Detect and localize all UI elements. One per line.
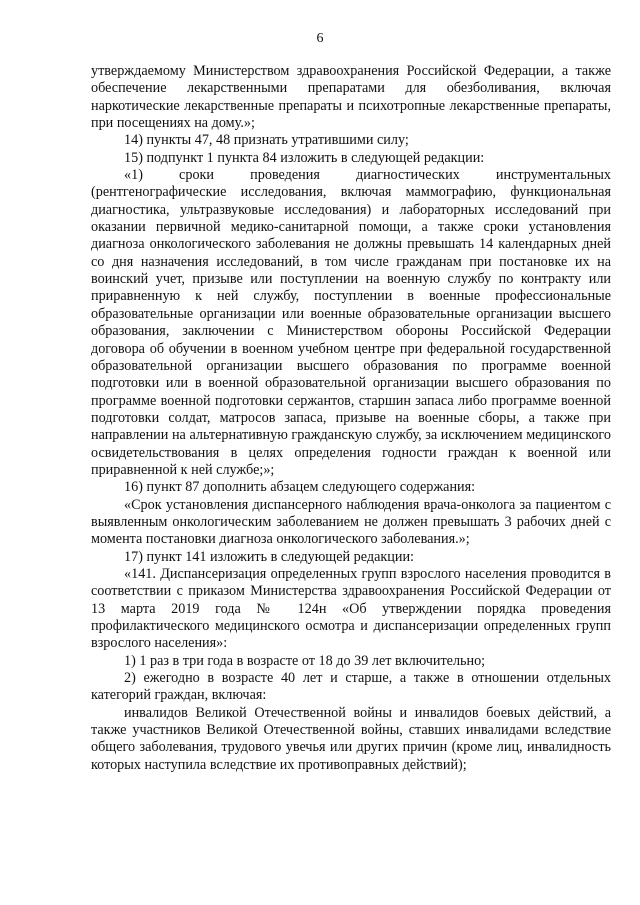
- paragraph-item-14: 14) пункты 47, 48 признать утратившими силу;: [124, 132, 409, 149]
- paragraph-veterans: инвалидов Великой Отечественной войны и инвалидов боевых действий, а также участников Великой Отечественной войны, ставших инвалидами вследствие общего заболевания, трудового увечья или других причин (кроме лиц, инвалидность которых наступила вследствие их противоправных действий);: [91, 704, 611, 773]
- paragraph-quote-point-141: «141. Диспансеризация определенных групп взрослого населения проводится в соответствии с приказом Министерства здравоохранения Российской Федерации от 13 марта 2019 года № 124н «Об утверждении порядка проведения профилактического медицинского осмотра и диспансеризации определенных групп взрослого населения»:: [91, 565, 611, 652]
- paragraph-item-17: 17) пункт 141 изложить в следующей редакции:: [124, 548, 414, 565]
- page-number: 6: [316, 31, 324, 46]
- document-body: [91, 63, 611, 774]
- paragraph-subitem-2: 2) ежегодно в возрасте 40 лет и старше, а также в отношении отдельных категорий граждан, включая:: [91, 670, 611, 704]
- paragraph-quote-subpoint-1: «1) сроки проведения диагностических инструментальных (рентгенографические исследования, включая маммографию, функциональная диагностика, ультразвуковые исследования) и лабораторных исследований при оказании первичной медико-санитарной помощи, а также сроки установления диагноза онкологического заболевания не должны превышать 14 календарных дней со дня назначения исследований, в том числе гражданам при постановке их на воинский учет, призыве или поступлении на военную службу по контракту или приравненную к ней службу, поступлении в военные профессиональные образовательные организации или военные образовательные организации высшего образования, заключении с Министерством обороны Российской Федерации договора об обучении в военном учебном центре при федеральной государственной образовательной организации высшего образования по программе военной подготовки или в военной образовательной организации высшего образования по программе военной подготовки сержантов, старшин запаса либо программе военной подготовки солдат, матросов запаса, призыве на военные сборы, а также при направлении на альтернативную гражданскую службу, за исключением медицинского освидетельствования в целях определения годности граждан к военной или приравненной к ней службе;»;: [91, 167, 611, 478]
- paragraph-quote-oncology-term: «Срок установления диспансерного наблюдения врача-онколога за пациентом с выявленным онкологическим заболеванием не должен превышать 3 рабочих дней с момента постановки диагноза онкологического заболевания.»;: [91, 496, 611, 548]
- paragraph-continuation: утверждаемому Министерством здравоохранения Российской Федерации, а также обеспечение лекарственными препаратами для обезболивания, включая наркотические лекарственные препараты и психотропные лекарственные препараты, при посещениях на дому.»;: [91, 63, 611, 132]
- paragraph-subitem-1: 1) 1 раз в три года в возрасте от 18 до 39 лет включительно;: [124, 652, 486, 669]
- paragraph-item-15: 15) подпункт 1 пункта 84 изложить в следующей редакции:: [124, 149, 485, 166]
- paragraph-item-16: 16) пункт 87 дополнить абзацем следующего содержания:: [124, 479, 476, 496]
